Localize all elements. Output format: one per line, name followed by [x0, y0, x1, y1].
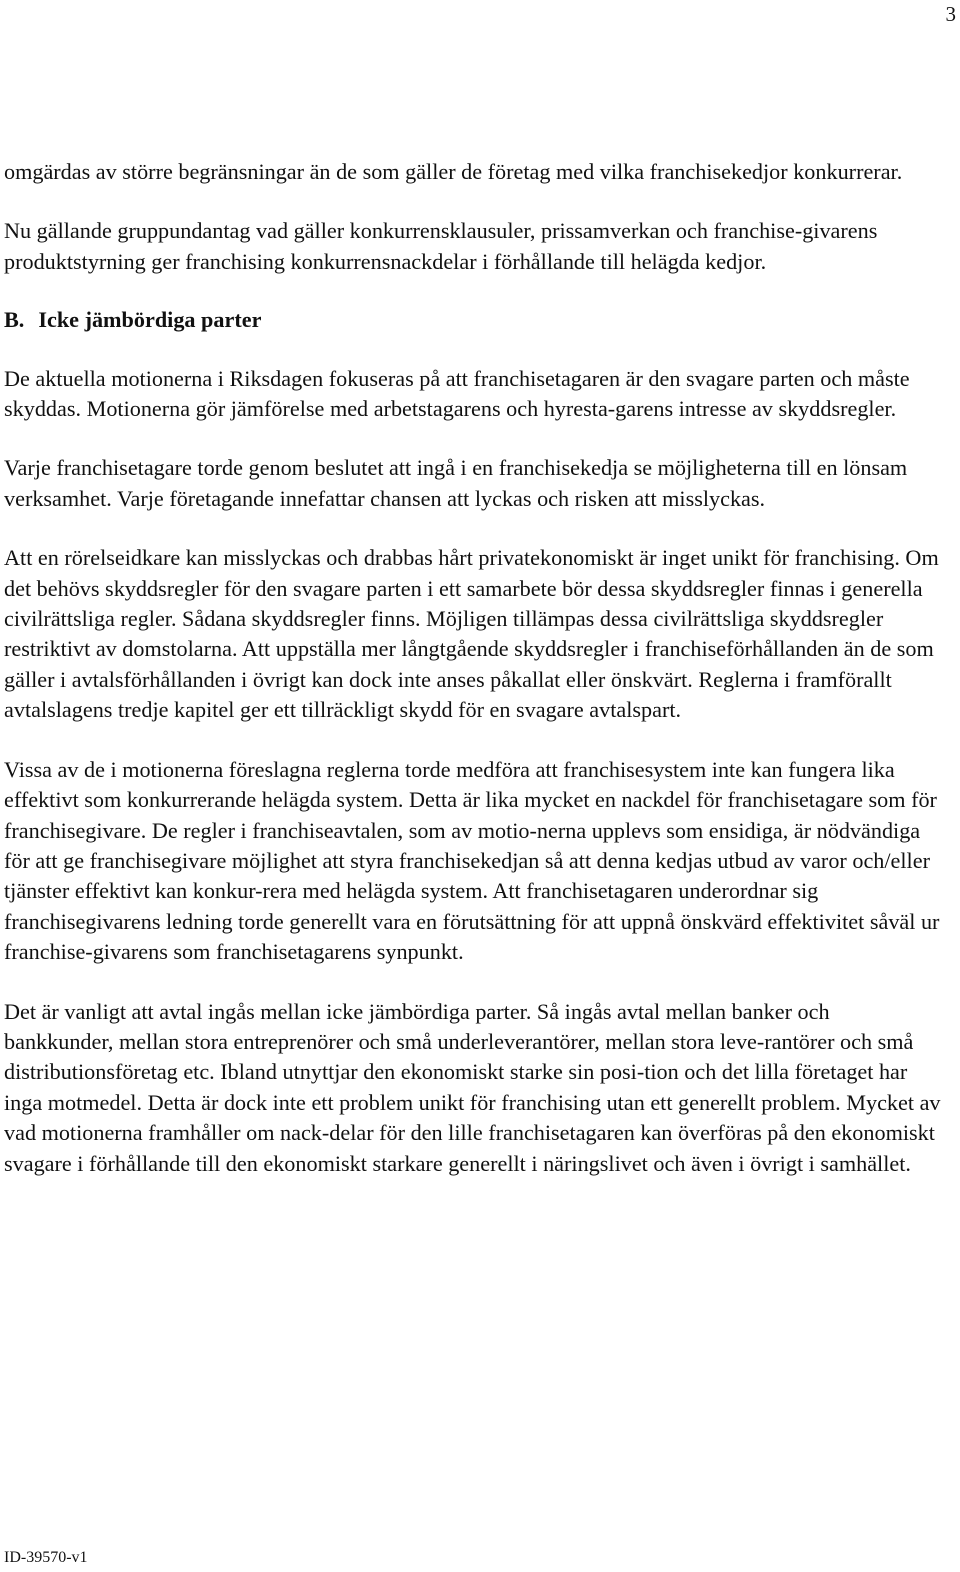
- paragraph-7: Det är vanligt att avtal ingås mellan icke jämbördiga parter. Så ingås avtal mellan banker och bankkunder, mellan stora entreprenörer och små underleverantörer, mellan stora leve-rantörer och små distributionsföretag etc. Ibland utnyttjar den ekonomiskt starke sin posi-tion och det lilla företaget har inga motmedel. Detta är dock inte ett problem unikt för franchising utan ett generellt problem. Mycket av vad motionerna framhåller om nack-delar för den lille franchisetagaren kan överföras på den ekonomiskt svagare i förhållande till den ekonomiskt starkare generellt i näringslivet och även i övrigt i samhället.: [4, 998, 941, 1176]
- paragraph-5: Att en rörelseidkare kan misslyckas och drabbas hårt privatekonomiskt är inget unikt för franchising. Om det behövs skyddsregler för den svagare parten i ett samarbete bör dessa skyddsregler finnas i generella civilrättsliga regler. Sådana skyddsregler finns. Möjligen tillämpas dessa civilrättsliga skyddsregler restriktivt av domstolarna. Att uppställa mer långtgående skyddsregler i franchiseförhållanden än de som gäller i avtalsförhållanden i övrigt kan dock inte anses påkallat eller önskvärt. Reglerna i framförallt avtalslagens tredje kapitel ger ett tillräckligt skydd för en svagare avtalspart.: [4, 545, 939, 723]
- paragraph-4: Varje franchisetagare torde genom beslutet att ingå i en franchisekedja se möjligheterna till en lönsam verksamhet. Varje företagande innefattar chansen att lyckas och risken att misslyckas.: [4, 455, 908, 511]
- paragraph-3: De aktuella motionerna i Riksdagen fokuseras på att franchisetagaren är den svagare parten och måste skyddas. Motionerna gör jämförelse med arbetstagarens och hyresta-garens intresse av skyddsregler.: [4, 365, 910, 422]
- section-title: Icke jämbördiga parter: [38, 307, 262, 333]
- document-body: [4, 157, 944, 1179]
- paragraph-2: Nu gällande gruppundantag vad gäller konkurrensklausuler, prissamverkan och franchise-givarens produktstyrning ger franchising konkurrensnackdelar i förhållande till helägda kedjor.: [4, 218, 878, 274]
- section-heading: [4, 305, 944, 335]
- paragraph-6: Vissa av de i motionerna föreslagna reglerna torde medföra att franchisesystem inte kan fungera lika effektivt som konkurrerande helägda system. Detta är lika mycket en nackdel för franchisetagare som för franchisegivare. De regler i franchiseavtalen, som av motio-nerna upplevs som ensidiga, är nödvändiga för att ge franchisegivare möjlighet att styra franchisekedjan så att denna kedjas utbud av varor och/eller tjänster effektivt kan konkur-rera med helägda system. Att franchisetagaren underordnar sig franchisegivarens ledning torde generellt vara en förutsättning för att uppnå önskvärd effektivitet såväl ur franchise-givarens som franchisetagarens synpunkt.: [4, 756, 940, 965]
- page-number: 3: [945, 2, 956, 26]
- section-number: B.: [4, 307, 25, 333]
- paragraph-1: omgärdas av större begränsningar än de som gäller de företag med vilka franchisekedjor konkurrerar.: [4, 159, 903, 184]
- document-id-footer: ID-39570-v1: [4, 1549, 88, 1566]
